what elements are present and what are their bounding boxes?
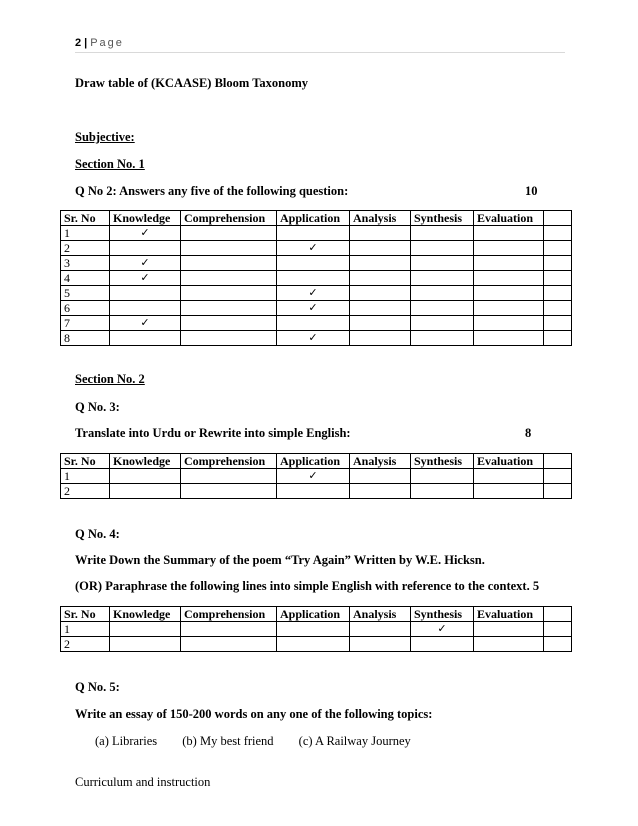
column-header: Sr. No — [61, 211, 110, 226]
table-cell — [544, 271, 572, 286]
table-cell — [411, 226, 474, 241]
column-header: Synthesis — [411, 607, 474, 622]
q5-instruction: Write an essay of 150-200 words on any one of the following topics: — [75, 707, 433, 721]
check-mark-icon: ✓ — [277, 241, 350, 256]
topic-item: (c) A Railway Journey — [298, 734, 411, 748]
q4-line-1: Write Down the Summary of the poem “Try Again” Written by W.E. Hicksn. — [75, 553, 485, 567]
table-cell — [544, 226, 572, 241]
table-cell — [350, 484, 411, 499]
q2-marks: 10 — [525, 184, 538, 198]
table-cell — [474, 226, 544, 241]
check-mark-icon: ✓ — [277, 469, 350, 484]
check-mark-icon: ✓ — [277, 286, 350, 301]
table-cell — [544, 469, 572, 484]
table-cell — [350, 256, 411, 271]
table-cell — [474, 271, 544, 286]
column-header: Synthesis — [411, 454, 474, 469]
table-cell — [277, 256, 350, 271]
table-cell — [474, 301, 544, 316]
table-cell — [411, 256, 474, 271]
table-cell — [181, 637, 277, 652]
sr-number-cell: 6 — [61, 301, 110, 316]
table-cell — [544, 241, 572, 256]
subjective-label: Subjective: — [75, 130, 135, 144]
bloom-table-q3 — [60, 453, 572, 499]
table-header-row — [61, 454, 572, 469]
table-cell — [544, 622, 572, 637]
sr-number-cell: 1 — [61, 226, 110, 241]
column-header: Evaluation — [474, 454, 544, 469]
table-cell — [181, 256, 277, 271]
table-cell — [544, 316, 572, 331]
check-mark-icon: ✓ — [411, 622, 474, 637]
table-row — [61, 271, 572, 286]
column-header: Comprehension — [181, 211, 277, 226]
table-cell — [181, 286, 277, 301]
column-header: Comprehension — [181, 454, 277, 469]
page-number: 2 — [75, 37, 82, 49]
table-cell — [110, 241, 181, 256]
column-header: Application — [277, 607, 350, 622]
bloom-table-q4 — [60, 606, 572, 652]
page-word: Page — [90, 37, 124, 49]
table-row — [61, 331, 572, 346]
table-row — [61, 286, 572, 301]
table-cell — [474, 316, 544, 331]
sr-number-cell: 4 — [61, 271, 110, 286]
table-cell — [544, 637, 572, 652]
table-cell — [181, 484, 277, 499]
table-cell — [110, 484, 181, 499]
check-mark-icon: ✓ — [110, 316, 181, 331]
q3-marks: 8 — [525, 426, 532, 440]
table-row — [61, 484, 572, 499]
sr-number-cell: 5 — [61, 286, 110, 301]
table-cell — [411, 469, 474, 484]
q2-question: Q No 2: Answers any five of the following question: — [75, 184, 349, 198]
column-header: Analysis — [350, 454, 411, 469]
table-header-row — [61, 607, 572, 622]
bloom-table-q2 — [60, 210, 572, 346]
table-cell — [474, 256, 544, 271]
table-cell — [110, 286, 181, 301]
table-cell — [474, 286, 544, 301]
table-cell — [181, 301, 277, 316]
table-cell — [181, 622, 277, 637]
table-cell — [110, 301, 181, 316]
table-cell — [181, 241, 277, 256]
topic-item: (b) My best friend — [182, 734, 274, 748]
column-header: Evaluation — [474, 607, 544, 622]
column-header: Analysis — [350, 211, 411, 226]
table-cell — [350, 241, 411, 256]
table-cell — [277, 316, 350, 331]
table-cell — [350, 226, 411, 241]
sr-number-cell: 8 — [61, 331, 110, 346]
column-header: Application — [277, 211, 350, 226]
check-mark-icon: ✓ — [110, 226, 181, 241]
table-cell — [474, 637, 544, 652]
table-cell — [350, 331, 411, 346]
table-cell — [544, 286, 572, 301]
table-row — [61, 256, 572, 271]
sr-number-cell: 2 — [61, 484, 110, 499]
sr-number-cell: 1 — [61, 469, 110, 484]
sr-number-cell: 1 — [61, 622, 110, 637]
table-cell — [181, 316, 277, 331]
q3-number: Q No. 3: — [75, 400, 120, 414]
table-cell — [277, 484, 350, 499]
table-cell — [544, 484, 572, 499]
table-cell — [110, 331, 181, 346]
column-header: Comprehension — [181, 607, 277, 622]
q5-number: Q No. 5: — [75, 680, 120, 694]
table-cell — [474, 331, 544, 346]
table-cell — [110, 622, 181, 637]
table-header-row — [61, 211, 572, 226]
table-row — [61, 301, 572, 316]
column-header: Knowledge — [110, 454, 181, 469]
table-cell — [350, 286, 411, 301]
table-cell — [277, 622, 350, 637]
column-header: Sr. No — [61, 607, 110, 622]
table-cell — [277, 637, 350, 652]
table-row — [61, 469, 572, 484]
table-cell — [474, 622, 544, 637]
table-cell — [411, 286, 474, 301]
table-cell — [411, 484, 474, 499]
q3-instruction: Translate into Urdu or Rewrite into simple English: — [75, 426, 351, 440]
check-mark-icon: ✓ — [277, 331, 350, 346]
table-cell — [474, 241, 544, 256]
column-header: Sr. No — [61, 454, 110, 469]
table-cell — [350, 271, 411, 286]
document-title: Draw table of (KCAASE) Bloom Taxonomy — [75, 76, 308, 90]
column-header: Knowledge — [110, 607, 181, 622]
table-cell — [350, 622, 411, 637]
table-cell — [350, 316, 411, 331]
table-cell — [544, 256, 572, 271]
table-cell — [544, 301, 572, 316]
q4-number: Q No. 4: — [75, 527, 120, 541]
table-cell — [110, 469, 181, 484]
table-cell — [277, 226, 350, 241]
check-mark-icon: ✓ — [277, 301, 350, 316]
table-cell — [411, 331, 474, 346]
check-mark-icon: ✓ — [110, 256, 181, 271]
column-header — [544, 454, 572, 469]
essay-topics — [95, 734, 433, 749]
table-row — [61, 241, 572, 256]
table-cell — [181, 331, 277, 346]
table-cell — [181, 226, 277, 241]
table-cell — [350, 469, 411, 484]
sr-number-cell: 3 — [61, 256, 110, 271]
table-cell — [411, 301, 474, 316]
table-row — [61, 316, 572, 331]
sr-number-cell: 2 — [61, 637, 110, 652]
sr-number-cell: 7 — [61, 316, 110, 331]
table-row — [61, 637, 572, 652]
page-header-separator: | — [84, 37, 88, 49]
table-cell — [544, 331, 572, 346]
table-cell — [350, 301, 411, 316]
section-1-heading: Section No. 1 — [75, 157, 145, 171]
column-header: Evaluation — [474, 211, 544, 226]
column-header — [544, 607, 572, 622]
sr-number-cell: 2 — [61, 241, 110, 256]
column-header — [544, 211, 572, 226]
table-cell — [181, 271, 277, 286]
q4-line-2: (OR) Paraphrase the following lines into simple English with reference to the context. 5 — [75, 579, 540, 593]
table-cell — [181, 469, 277, 484]
table-cell — [110, 637, 181, 652]
page-header — [75, 37, 124, 49]
table-cell — [411, 241, 474, 256]
page-footer: Curriculum and instruction — [75, 775, 211, 789]
column-header: Knowledge — [110, 211, 181, 226]
table-row — [61, 622, 572, 637]
section-2-heading: Section No. 2 — [75, 372, 145, 386]
header-rule — [75, 52, 565, 53]
column-header: Application — [277, 454, 350, 469]
table-cell — [411, 316, 474, 331]
column-header: Analysis — [350, 607, 411, 622]
topic-item: (a) Libraries — [95, 734, 158, 748]
table-cell — [474, 484, 544, 499]
check-mark-icon: ✓ — [110, 271, 181, 286]
table-cell — [350, 637, 411, 652]
table-cell — [277, 271, 350, 286]
column-header: Synthesis — [411, 211, 474, 226]
table-row — [61, 226, 572, 241]
table-cell — [411, 637, 474, 652]
table-cell — [411, 271, 474, 286]
table-cell — [474, 469, 544, 484]
